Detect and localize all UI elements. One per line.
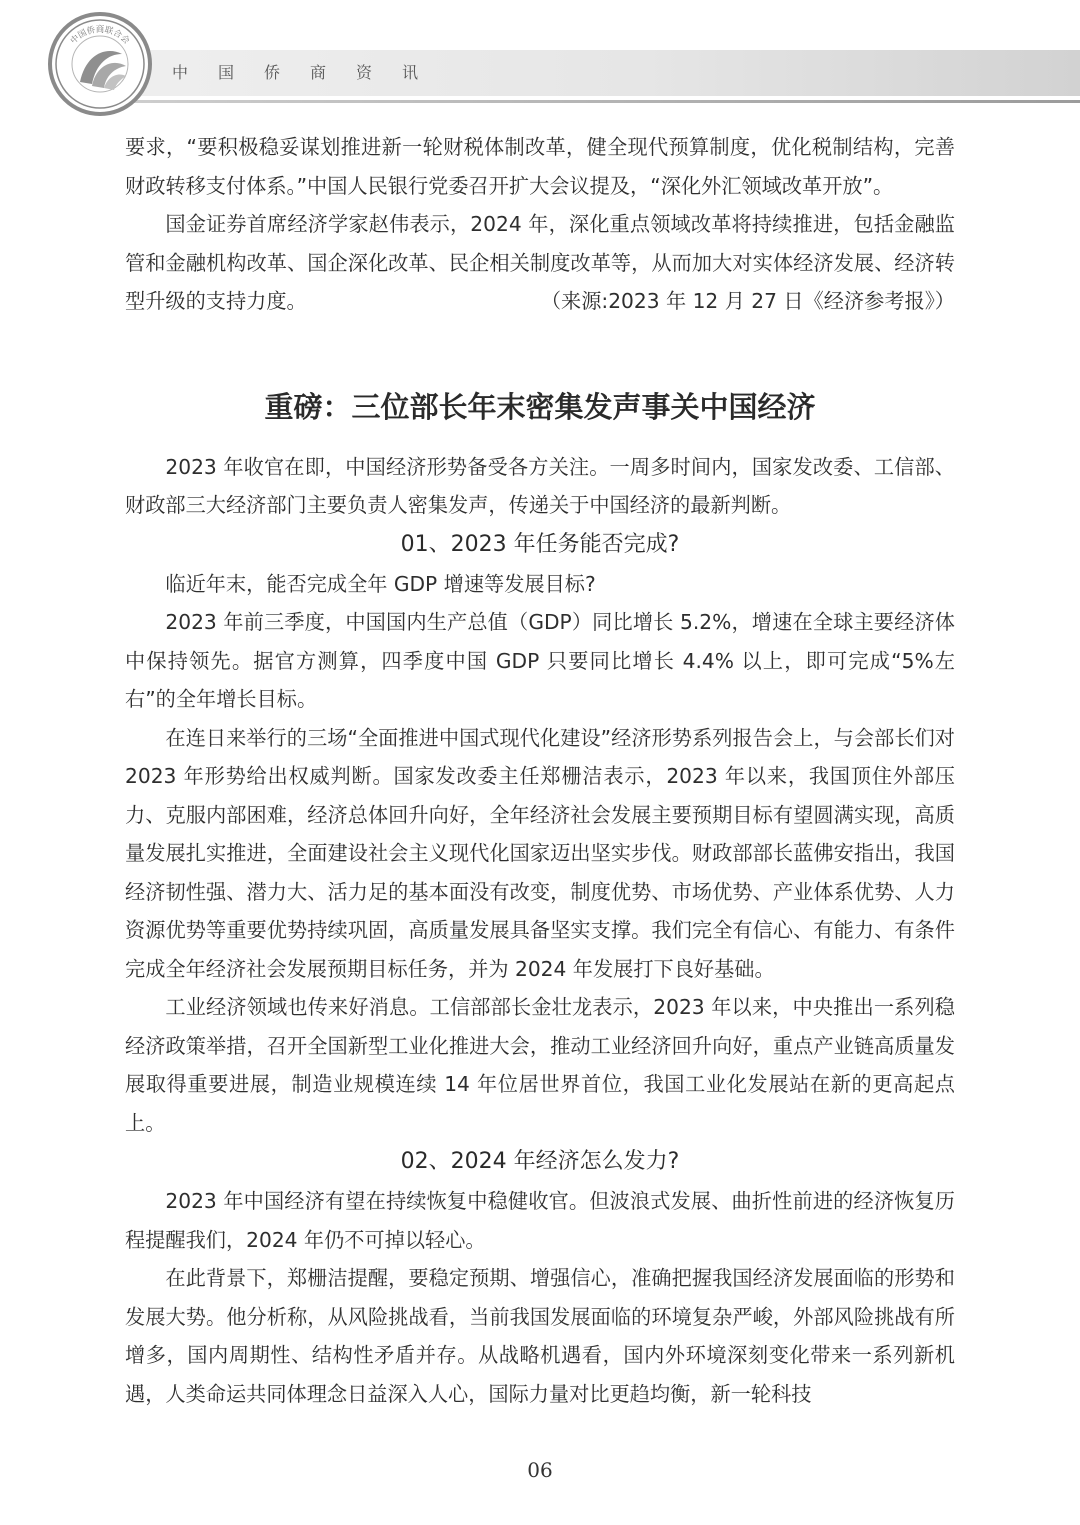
prev-article-paragraph: [125, 205, 955, 321]
paragraph: 2023 年前三季度，中国国内生产总值（GDP）同比增长 5.2%，增速在全球主要经济体中保持领先。据官方测算，四季度中国 GDP 只要同比增长 4.4% 以上，即可完成“5%左右”的全年增长目标。: [125, 610, 955, 711]
article-title: 重磅：三位部长年末密集发声事关中国经济: [264, 389, 816, 424]
prev-article-paragraph: 要求，“要积极稳妥谋划推进新一轮财税体制改革，健全现代预算制度，优化税制结构，完善财政转移支付体系。”中国人民银行党委召开扩大会议提及，“深化外汇领域改革开放”。: [125, 135, 955, 198]
logo-text: 中国侨商联合会: [68, 25, 132, 47]
paragraph: 在连日来举行的三场“全面推进中国式现代化建设”经济形势系列报告会上，与会部长们对 2023 年形势给出权威判断。国家发改委主任郑栅洁表示，2023 年以来，我国顶住外部压力、克服内部困难，经济总体回升向好，全年经济社会发展主要预期目标有望圆满实现，高质量发展扎实推进，全面建设社会主义现代化国家迈出坚实步伐。财政部部长蓝佛安指出，我国经济韧性强、潜力大、活力足的基本面没有改变，制度优势、市场优势、产业体系优势、人力资源优势等重要优势持续巩固，高质量发展具备坚实支撑。我们完全有信心、有能力、有条件完成全年经济社会发展预期目标任务，并为 2024 年发展打下良好基础。: [125, 725, 955, 981]
association-logo-icon: [46, 10, 154, 118]
article-intro: 2023 年收官在即，中国经济形势备受各方关注。一周多时间内，国家发改委、工信部、财政部三大经济部门主要负责人密集发声，传递关于中国经济的最新判断。: [125, 454, 955, 517]
page-content: [125, 128, 955, 1413]
section-heading: 01、2023 年任务能否完成?: [400, 531, 680, 557]
paragraph: 工业经济领域也传来好消息。工信部部长金壮龙表示，2023 年以来，中央推出一系列稳经济政策举措，召开全国新型工业化推进大会，推动工业经济回升向好，重点产业链高质量发展取得重要进展，制造业规模连续 14 年位居世界首位，我国工业化发展站在新的更高起点上。: [125, 995, 955, 1135]
paragraph: 2023 年中国经济有望在持续恢复中稳健收官。但波浪式发展、曲折性前进的经济恢复历程提醒我们，2024 年仍不可掉以轻心。: [125, 1189, 955, 1252]
prev-article-text: 国金证券首席经济学家赵伟表示，2024 年，深化重点领域改革将持续推进，包括金融监管和金融机构改革、国企深化改革、民企相关制度改革等，从而加大对实体经济发展、经济转型升级的支持力度。: [125, 212, 955, 313]
paragraph: 在此背景下，郑栅洁提醒，要稳定预期、增强信心，准确把握我国经济发展面临的形势和发展大势。他分析称，从风险挑战看，当前我国发展面临的环境复杂严峻，外部风险挑战有所增多，国内周期性、结构性矛盾并存。从战略机遇看，国内外环境深刻变化带来一系列新机遇，人类命运共同体理念日益深入人心，国际力量对比更趋均衡，新一轮科技: [125, 1266, 955, 1406]
section-heading: 02、2024 年经济怎么发力?: [400, 1149, 680, 1174]
page-number: 06: [527, 1458, 553, 1482]
publication-title: 中国侨商资讯: [172, 63, 449, 82]
source-citation: （来源:2023 年 12 月 27 日《经济参考报》）: [540, 289, 955, 313]
paragraph: 临近年末，能否完成全年 GDP 增速等发展目标?: [165, 571, 596, 596]
